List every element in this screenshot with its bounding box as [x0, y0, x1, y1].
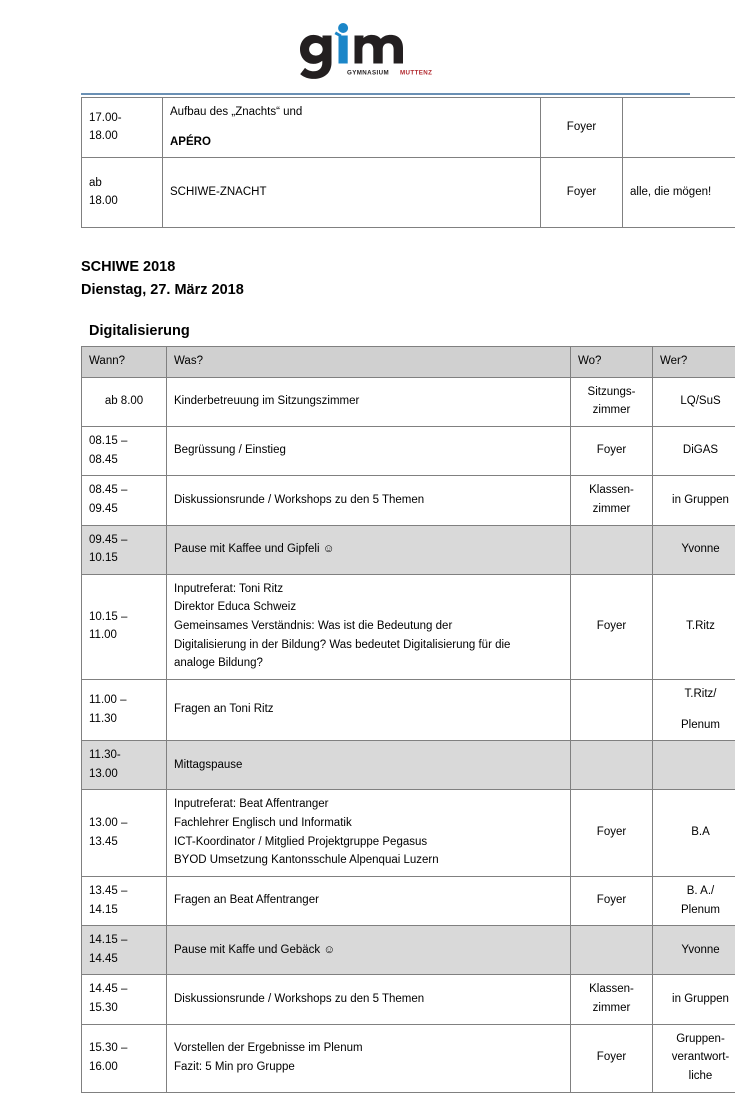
cell-what-line: Begrüssung / Einstieg: [174, 441, 563, 460]
cell-where-line: zimmer: [578, 401, 645, 420]
when-line: 18.00: [89, 127, 155, 146]
document-heading: [81, 256, 690, 301]
cell-what: [167, 926, 571, 975]
cell-what-line: Inputreferat: Toni Ritz: [174, 580, 563, 599]
cell-where-line: Sitzungs-: [578, 383, 645, 402]
cell-who: [653, 741, 735, 790]
cell-when-line: 08.45 –: [89, 481, 159, 500]
table-row: [82, 926, 735, 975]
cell-who-line: LQ/SuS: [660, 392, 735, 411]
table-row: [82, 975, 735, 1024]
cell-when-line: 10.15: [89, 549, 159, 568]
cell-when-line: 11.00: [89, 626, 159, 645]
cell-where: [571, 427, 653, 476]
cell-what-line: Pause mit Kaffe und Gebäck ☺: [174, 941, 563, 960]
cell-who: [653, 975, 735, 1024]
cell-where-line: zimmer: [578, 500, 645, 519]
cell-where: [571, 377, 653, 426]
cell-where: Foyer: [541, 98, 623, 158]
section-title: Digitalisierung: [89, 323, 690, 339]
cell-who-line: Gruppen-: [660, 1030, 735, 1049]
cell-when-line: 13.00: [89, 765, 159, 784]
cell-when-line: 11.00 –: [89, 691, 159, 710]
cell-what-line: Inputreferat: Beat Affentranger: [174, 795, 563, 814]
cell-who: [653, 525, 735, 574]
cell-where: [571, 574, 653, 679]
cell-who-line: B.A: [660, 823, 735, 842]
cell-what: [167, 790, 571, 877]
cell-who: [653, 876, 735, 925]
horizontal-rule: [81, 93, 690, 95]
cell-where: [571, 790, 653, 877]
table-row: [82, 98, 735, 158]
cell-what-line: Pause mit Kaffee und Gipfeli ☺: [174, 540, 563, 559]
cell-where: [571, 926, 653, 975]
cell-when: [82, 476, 167, 525]
cell-who: [653, 1024, 735, 1092]
cell-where-line: zimmer: [578, 999, 645, 1018]
cell-what: [167, 574, 571, 679]
cell-when-line: 14.15: [89, 901, 159, 920]
logo-subtitle-muttenz: MUTTENZ: [400, 70, 432, 77]
cell-who-line: liche: [660, 1067, 735, 1086]
cell-who-line: Yvonne: [660, 540, 735, 559]
document-body: [81, 93, 690, 1093]
cell-where: [571, 679, 653, 740]
cell-where: [571, 1024, 653, 1092]
cell-what-line: Digitalisierung in der Bildung? Was bedeutet Digitalisierung für die: [174, 636, 563, 655]
cell-when: [82, 876, 167, 925]
cell-when-line: 15.30: [89, 999, 159, 1018]
cell-where: Foyer: [541, 158, 623, 228]
cell-what-line: Fachlehrer Englisch und Informatik: [174, 814, 563, 833]
what-line: Aufbau des „Znachts“ und: [170, 103, 533, 122]
cell-who: [653, 476, 735, 525]
cell-who: [653, 679, 735, 740]
column-header-where: Wo?: [571, 347, 653, 378]
cell-who: [653, 427, 735, 476]
logo-subtitle-gymnasium: GYMNASIUM: [347, 70, 389, 77]
cell-where: [571, 741, 653, 790]
gim-logo-icon: [300, 22, 436, 80]
cell-when-line: 13.45: [89, 833, 159, 852]
cell-when-line: 14.45 –: [89, 980, 159, 999]
cell-what-line: analoge Bildung?: [174, 654, 563, 673]
when-line: 18.00: [89, 192, 155, 211]
cell-where: [571, 975, 653, 1024]
cell-where-line: Klassen-: [578, 980, 645, 999]
cell-when: [82, 926, 167, 975]
cell-where-line: Foyer: [578, 1048, 645, 1067]
cell-who-line: B. A./: [660, 882, 735, 901]
school-logo: [0, 22, 735, 85]
cell-where-line: Foyer: [578, 617, 645, 636]
cell-when: [82, 1024, 167, 1092]
cell-who-line: verantwort-: [660, 1048, 735, 1067]
cell-what-line: Kinderbetreuung im Sitzungszimmer: [174, 392, 563, 411]
cell-when: [82, 427, 167, 476]
cell-when: [82, 98, 163, 158]
cell-what: [167, 975, 571, 1024]
cell-what-line: Vorstellen der Ergebnisse im Plenum: [174, 1039, 563, 1058]
cell-when-line: 09.45: [89, 500, 159, 519]
cell-who: [623, 98, 735, 158]
cell-when: [82, 525, 167, 574]
cell-who: [653, 926, 735, 975]
cell-when-line: 08.15 –: [89, 432, 159, 451]
cell-what-line: Diskussionsrunde / Workshops zu den 5 Themen: [174, 990, 563, 1009]
table-row: [82, 525, 735, 574]
cell-when: [82, 158, 163, 228]
table-row: [82, 741, 735, 790]
cell-what: [163, 98, 541, 158]
cell-what-line: Fragen an Toni Ritz: [174, 700, 563, 719]
what-line: APÉRO: [170, 133, 533, 152]
cell-what-line: Mittagspause: [174, 756, 563, 775]
cell-when-line: 14.45: [89, 950, 159, 969]
evening-schedule-table: [81, 97, 735, 228]
cell-where-line: Foyer: [578, 891, 645, 910]
day-schedule-table: [81, 346, 735, 1092]
cell-what-line: Diskussionsrunde / Workshops zu den 5 Themen: [174, 491, 563, 510]
cell-what-line: Gemeinsames Verständnis: Was ist die Bedeutung der: [174, 617, 563, 636]
cell-what: SCHIWE-ZNACHT: [163, 158, 541, 228]
heading-line-1: SCHIWE 2018: [81, 256, 690, 278]
when-line: ab: [89, 174, 155, 193]
cell-where-line: Foyer: [578, 441, 645, 460]
heading-line-2: Dienstag, 27. März 2018: [81, 279, 690, 301]
column-header-when: Wann?: [82, 347, 167, 378]
cell-what: [167, 427, 571, 476]
cell-when-line: 09.45 –: [89, 531, 159, 550]
column-header-who: Wer?: [653, 347, 735, 378]
cell-when: [82, 574, 167, 679]
cell-when-line: 08.45: [89, 451, 159, 470]
cell-when-line: 10.15 –: [89, 608, 159, 627]
when-line: 17.00-: [89, 109, 155, 128]
table-row: [82, 1024, 735, 1092]
cell-who-line: T.Ritz/: [660, 685, 735, 704]
cell-what: [167, 741, 571, 790]
cell-what: [167, 525, 571, 574]
cell-who: [653, 574, 735, 679]
cell-what-line: Fragen an Beat Affentranger: [174, 891, 563, 910]
cell-what: [167, 377, 571, 426]
cell-where: [571, 476, 653, 525]
cell-where: [571, 876, 653, 925]
table-row: [82, 476, 735, 525]
cell-what: [167, 679, 571, 740]
cell-where-line: Klassen-: [578, 481, 645, 500]
table-header-row: [82, 347, 735, 378]
table-row: [82, 377, 735, 426]
cell-who-line: DiGAS: [660, 441, 735, 460]
cell-who-line: Plenum: [660, 901, 735, 920]
table-row: [82, 427, 735, 476]
cell-who-line: Plenum: [660, 716, 735, 735]
cell-who-line: in Gruppen: [660, 990, 735, 1009]
cell-when-line: 13.45 –: [89, 882, 159, 901]
cell-what-line: Direktor Educa Schweiz: [174, 598, 563, 617]
cell-when: [82, 975, 167, 1024]
cell-when-line: 11.30: [89, 710, 159, 729]
cell-where: [571, 525, 653, 574]
cell-who-line: T.Ritz: [660, 617, 735, 636]
cell-when: [82, 679, 167, 740]
cell-who-line: Yvonne: [660, 941, 735, 960]
cell-what: [167, 876, 571, 925]
cell-who: [653, 790, 735, 877]
table-row: [82, 158, 735, 228]
cell-what: [167, 1024, 571, 1092]
cell-when-line: 15.30 –: [89, 1039, 159, 1058]
cell-who: alle, die mögen!: [623, 158, 735, 228]
cell-who: [653, 377, 735, 426]
table-row: [82, 679, 735, 740]
cell-when-line: 14.15 –: [89, 931, 159, 950]
cell-when-line: 13.00 –: [89, 814, 159, 833]
cell-what-line: Fazit: 5 Min pro Gruppe: [174, 1058, 563, 1077]
cell-what: [167, 476, 571, 525]
table-row: [82, 790, 735, 877]
table-row: [82, 574, 735, 679]
cell-what-line: ICT-Koordinator / Mitglied Projektgruppe Pegasus: [174, 833, 563, 852]
cell-who-line: in Gruppen: [660, 491, 735, 510]
cell-when-line: ab 8.00: [89, 392, 159, 411]
cell-when: [82, 741, 167, 790]
cell-what-line: BYOD Umsetzung Kantonsschule Alpenquai Luzern: [174, 851, 563, 870]
table-row: [82, 876, 735, 925]
cell-when-line: 11.30-: [89, 746, 159, 765]
cell-when: [82, 790, 167, 877]
cell-when: [82, 377, 167, 426]
cell-when-line: 16.00: [89, 1058, 159, 1077]
cell-where-line: Foyer: [578, 823, 645, 842]
column-header-what: Was?: [167, 347, 571, 378]
